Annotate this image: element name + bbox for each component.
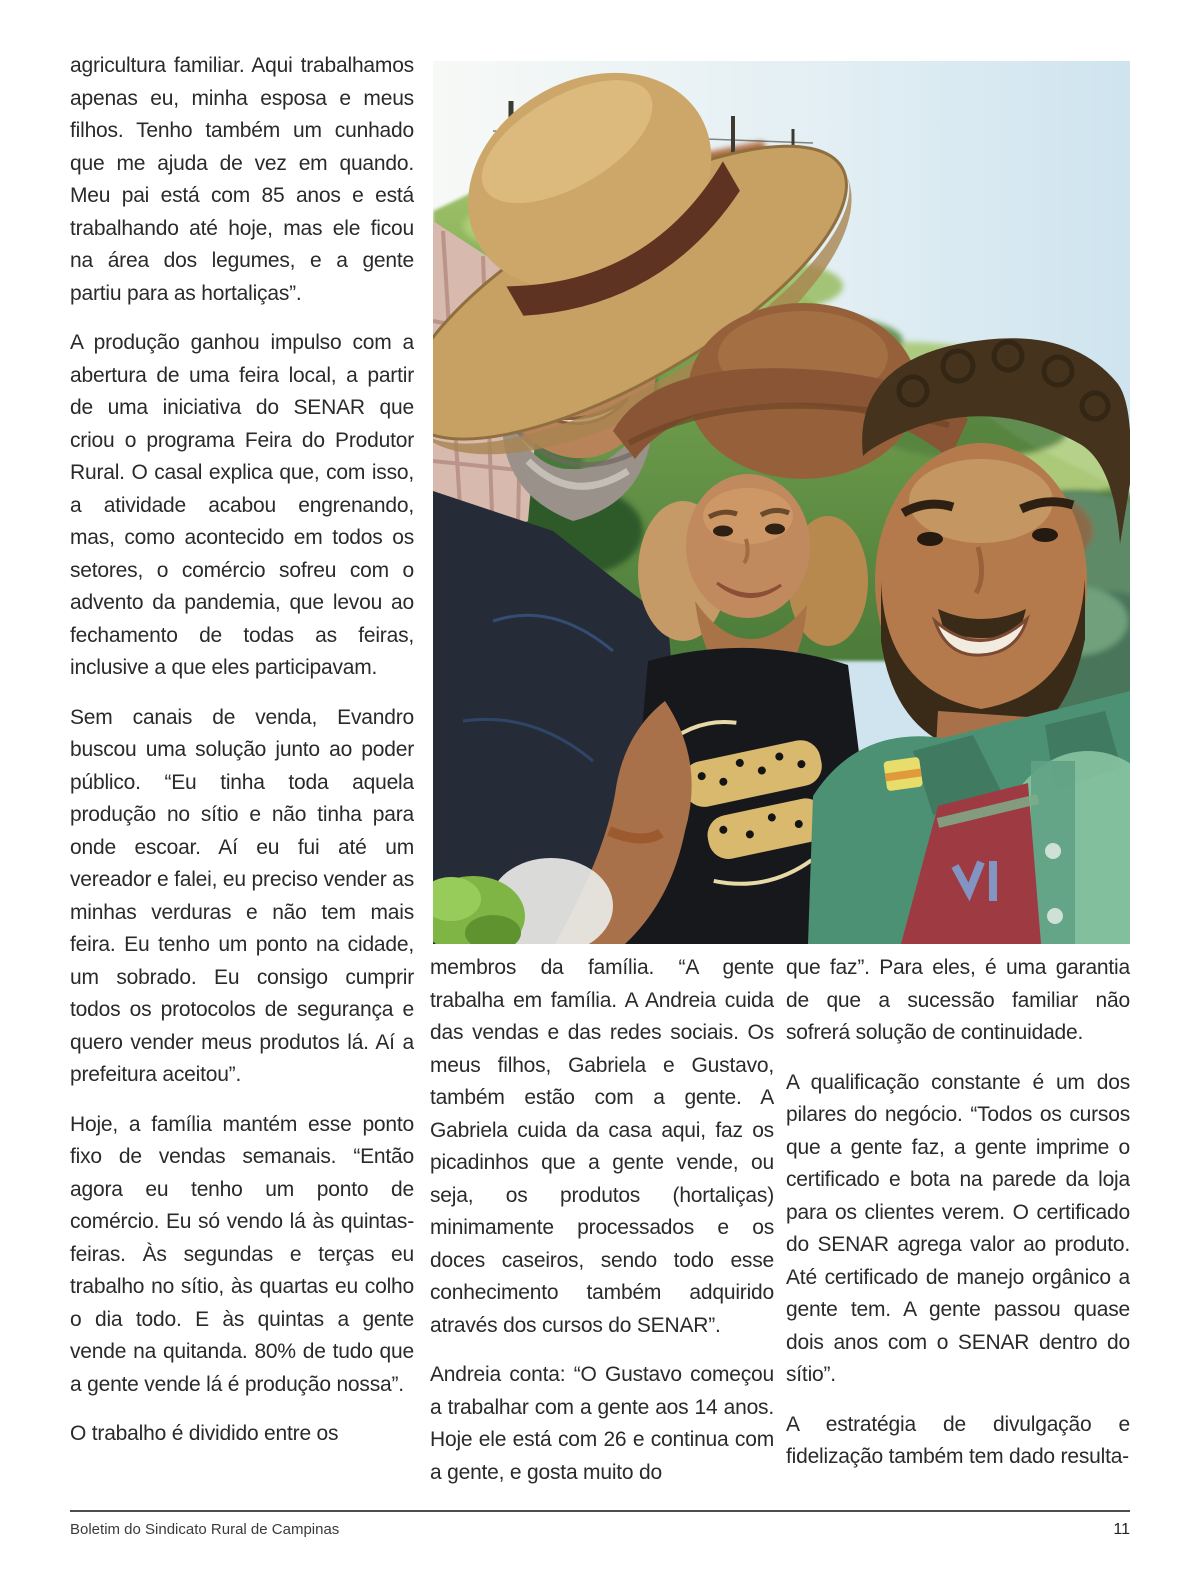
middle-column bbox=[430, 952, 774, 1497]
paragraph: agricultura familiar. Aqui trabalhamos apenas eu, minha esposa e meus filhos. Tenho também um cunhado que me ajuda de vez em quando. Meu pai está com 85 anos e está trabalhando até hoje, mas ele ficou na área dos legumes, e a gente partiu para as hortaliças”. bbox=[70, 54, 414, 305]
paragraph: Andreia conta: “O Gustavo começou a trabalhar com a gente aos 14 anos. Hoje ele está com 26 e continua com a gente, e gosta muito do bbox=[430, 1363, 774, 1484]
paragraph: O trabalho é dividido entre os bbox=[70, 1422, 339, 1445]
paragraph: A qualificação constante é um dos pilares do negócio. “Todos os cursos que a gente faz, a gente imprime o certificado e bota na parede da loja para os clientes verem. O certificado do SENAR agrega valor ao produto. Até certificado de manejo orgânico a gente tem. A gente passou quase dois anos com o SENAR dentro do sítio”. bbox=[786, 1070, 1130, 1386]
paragraph: Sem canais de venda, Evandro buscou uma solução junto ao poder público. “Eu tinha toda aquela produção no sítio e não tinha para onde escoar. Aí eu fui até um vereador e falei, eu preciso vender as minhas verduras e não tem mais feira. Eu tenho um ponto na cidade, um sobrado. Eu consigo cumprir todos os protocolos de segurança e quero vender meus produtos lá. Aí a prefeitura aceitou”. bbox=[70, 705, 414, 1086]
page-number: 11 bbox=[1113, 1521, 1130, 1538]
paragraph: que faz”. Para eles, é uma garantia de que a sucessão familiar não sofrerá solução de continuidade. bbox=[786, 956, 1130, 1044]
paragraph: A estratégia de divulgação e fidelização também tem dado resulta- bbox=[786, 1412, 1130, 1468]
paragraph: membros da família. “A gente trabalha em família. A Andreia cuida das vendas e das redes sociais. Os meus filhos, Gabriela e Gustavo, também estão com a gente. A Gabriela cuida da casa aqui, faz os picadinhos que a gente vende, ou seja, os produtos (hortaliças) minimamente processados e os doces caseiros, sendo todo esse conhecimento também adquirido através dos cursos do SENAR”. bbox=[430, 956, 774, 1337]
footer-rule bbox=[70, 1510, 1130, 1512]
right-column bbox=[786, 952, 1130, 1497]
footer bbox=[70, 1521, 1130, 1539]
family-selfie-photo bbox=[433, 61, 1130, 944]
left-column bbox=[70, 50, 414, 1490]
paragraph: Hoje, a família mantém esse ponto fixo de vendas semanais. “Então agora eu tenho um ponto de comércio. Eu só vendo lá às quintas-feiras. Às segundas e terças eu trabalho no sítio, às quartas eu colho o dia todo. E às quintas a gente vende na quitanda. 80% de tudo que a gente vende lá é produção nossa”. bbox=[70, 1112, 414, 1396]
paragraph: A produção ganhou impulso com a abertura de uma feira local, a partir de uma iniciativa do SENAR que criou o programa Feira do Produtor Rural. O casal explica que, com isso, a atividade acabou engrenando, mas, como acontecido em todos os setores, o comércio sofreu com o advento da pandemia, que levou ao fechamento de todas as feiras, inclusive a que eles participavam. bbox=[70, 331, 414, 679]
publication-name: Boletim do Sindicato Rural de Campinas bbox=[70, 1521, 340, 1538]
